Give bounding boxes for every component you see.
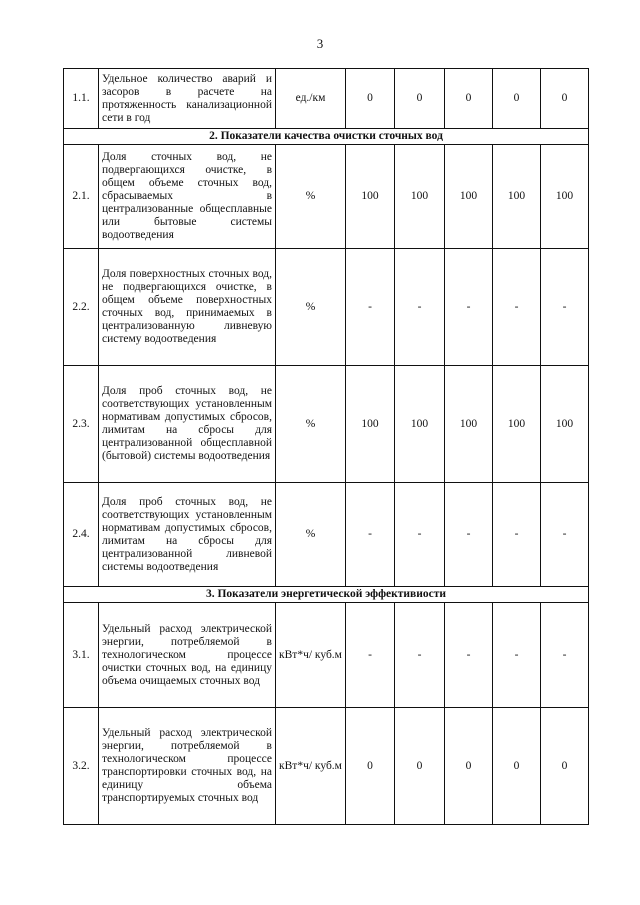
value-cell: -	[541, 249, 589, 366]
value-cell: 100	[346, 366, 395, 483]
unit-cell: ед./км	[276, 69, 346, 129]
table-row	[64, 69, 589, 129]
value-cell: 0	[445, 708, 493, 825]
table-row	[64, 483, 589, 587]
section-title: 2. Показатели качества очистки сточных вод	[64, 129, 589, 145]
row-number: 2.2.	[64, 249, 99, 366]
row-number: 3.2.	[64, 708, 99, 825]
table-row	[64, 603, 589, 708]
value-cell: 0	[541, 69, 589, 129]
value-cell: 100	[445, 366, 493, 483]
value-cell: -	[395, 603, 445, 708]
unit-cell: %	[276, 145, 346, 249]
value-cell: -	[493, 603, 541, 708]
row-number: 2.4.	[64, 483, 99, 587]
unit-cell: %	[276, 483, 346, 587]
indicator-name: Доля проб сточных вод, не соответствующих установленным нормативам допустимых сбросов, лимитам на сбросы для централизованной общесплавной (бытовой) системы водоотведения	[99, 366, 276, 483]
value-cell: -	[493, 249, 541, 366]
indicator-name: Доля поверхностных сточных вод, не подвергающихся очистке, в общем объеме поверхностных сточных вод, принимаемых в централизованную ливневую систему водоотведения	[99, 249, 276, 366]
value-cell: 0	[493, 69, 541, 129]
indicators-table	[63, 68, 589, 825]
indicator-name: Доля сточных вод, не подвергающихся очистке, в общем объеме сточных вод, сбрасываемых в централизованные общесплавные или бытовые системы водоотведения	[99, 145, 276, 249]
value-cell: 100	[346, 145, 395, 249]
table-row	[64, 145, 589, 249]
value-cell: 0	[493, 708, 541, 825]
table-row	[64, 249, 589, 366]
value-cell: 100	[395, 366, 445, 483]
unit-cell: %	[276, 366, 346, 483]
value-cell: -	[346, 483, 395, 587]
value-cell: -	[541, 603, 589, 708]
value-cell: 0	[541, 708, 589, 825]
value-cell: -	[445, 483, 493, 587]
row-number: 3.1.	[64, 603, 99, 708]
row-number: 2.3.	[64, 366, 99, 483]
indicator-name: Удельный расход электрической энергии, потребляемой в технологическом процессе транспортировки сточных вод, на единицу объема транспортируемых сточных вод	[99, 708, 276, 825]
indicator-name: Удельный расход электрической энергии, потребляемой в технологическом процессе очистки сточных вод, на единицу объема очищаемых сточных вод	[99, 603, 276, 708]
value-cell: 100	[493, 366, 541, 483]
section-title: 3. Показатели энергетической эффективиости	[64, 587, 589, 603]
value-cell: 100	[445, 145, 493, 249]
value-cell: 0	[395, 69, 445, 129]
value-cell: -	[541, 483, 589, 587]
indicator-name: Доля проб сточных вод, не соответствующих установленным нормативам допустимых сбросов, лимитам на сбросы для централизованной ливневой системы водоотведения	[99, 483, 276, 587]
value-cell: -	[445, 603, 493, 708]
value-cell: 100	[493, 145, 541, 249]
section-header-row	[64, 587, 589, 603]
value-cell: -	[346, 603, 395, 708]
page-number: 3	[316, 36, 324, 51]
indicator-name: Удельное количество аварий и засоров в расчете на протяженность канализационной сети в год	[99, 69, 276, 129]
value-cell: 100	[541, 366, 589, 483]
value-cell: -	[395, 249, 445, 366]
value-cell: 0	[395, 708, 445, 825]
value-cell: 0	[346, 708, 395, 825]
row-number: 2.1.	[64, 145, 99, 249]
section-header-row	[64, 129, 589, 145]
value-cell: 100	[541, 145, 589, 249]
table-row	[64, 708, 589, 825]
value-cell: 100	[395, 145, 445, 249]
value-cell: -	[493, 483, 541, 587]
unit-cell: кВт*ч/ куб.м	[276, 603, 346, 708]
table-row	[64, 366, 589, 483]
value-cell: -	[445, 249, 493, 366]
unit-cell: кВт*ч/ куб.м	[276, 708, 346, 825]
unit-cell: %	[276, 249, 346, 366]
value-cell: 0	[346, 69, 395, 129]
value-cell: -	[346, 249, 395, 366]
row-number: 1.1.	[64, 69, 99, 129]
value-cell: -	[395, 483, 445, 587]
value-cell: 0	[445, 69, 493, 129]
